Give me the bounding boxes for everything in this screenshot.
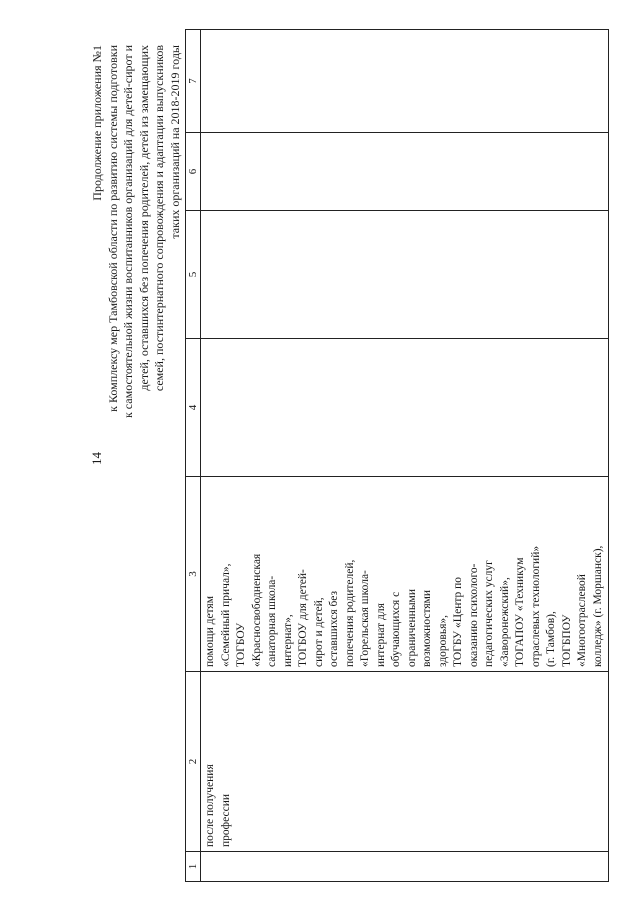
column-number-row [186, 30, 201, 882]
cell-col6 [201, 133, 609, 211]
header-line: таких организаций на 2018-2019 годы [167, 45, 182, 239]
cell-executors [201, 477, 609, 672]
column-number: 1 [186, 852, 201, 882]
rotated-content [60, 20, 604, 890]
table-row [201, 30, 609, 882]
cell-text-line: ТОГБОУ [235, 622, 247, 667]
column-number: 5 [186, 211, 201, 339]
header-line: детей, оставшихся без попечения родителей, детей из замещающих [136, 45, 151, 391]
cell-col7 [201, 30, 609, 133]
cell-text-line: ограниченными [405, 589, 418, 667]
cell-number [201, 852, 609, 882]
cell-col5 [201, 211, 609, 339]
cell-text-line: «Красносвободненская [250, 553, 263, 667]
cell-text-line: сирот и детей, [312, 597, 325, 667]
measures-table [185, 29, 609, 882]
cell-text-line: профессии [219, 793, 232, 847]
cell-text-line: «Многоотраслевой [576, 574, 588, 667]
cell-text-line: обучающихся с [390, 591, 402, 667]
cell-text-line: ТОГАПОУ «Техникум [514, 557, 526, 667]
cell-deadline [201, 672, 609, 852]
column-number: 6 [186, 133, 201, 211]
cell-text-line: отраслевых технологий» [529, 545, 542, 667]
cell-text-line: интернат для [374, 603, 387, 667]
cell-text-line: оставшихся без [328, 590, 340, 667]
column-number: 7 [186, 30, 201, 133]
column-number: 4 [186, 339, 201, 477]
column-number: 3 [186, 477, 201, 672]
header-line: к Комплексу мер Тамбовской области по развитию системы подготовки [105, 45, 120, 412]
header-line: Продолжение приложения №1 [90, 45, 104, 201]
cell-text-line: ТОГБОУ для детей- [297, 569, 309, 667]
cell-text-line: колледж» (г. Моршанск), [591, 545, 604, 667]
cell-text-line: интернат», [281, 614, 294, 667]
cell-text-line: здоровья», [436, 614, 449, 667]
cell-col4 [201, 339, 609, 477]
cell-text-line: помощи детям [204, 596, 216, 667]
header-line: к самостоятельной жизни воспитанников организаций для детей-сирот и [121, 45, 135, 419]
cell-text-line: санаторная школа- [266, 575, 278, 667]
document-header [90, 45, 183, 450]
cell-text-line: «Заворонежский», [498, 577, 511, 667]
cell-text-line: «Семейный причал», [219, 563, 232, 667]
cell-text-line: после получения [204, 764, 216, 847]
column-number: 2 [186, 672, 201, 852]
cell-text-line: «Горельская школа- [359, 570, 371, 667]
page-number: 14 [89, 452, 104, 465]
cell-text-line: (г. Тамбов), [545, 611, 557, 667]
cell-text-line: попечения родителей, [343, 559, 356, 667]
cell-text-line: педагогических услуг [483, 560, 495, 667]
cell-text-line: оказанию психолого- [467, 563, 480, 667]
header-line: семей, постинтернатного сопровождения и адаптации выпускников [152, 45, 166, 392]
cell-text-line: возможностями [421, 589, 433, 667]
cell-text-line: ТОГБУ «Центр по [452, 576, 464, 667]
cell-text-line: ТОГБПОУ [560, 614, 573, 667]
